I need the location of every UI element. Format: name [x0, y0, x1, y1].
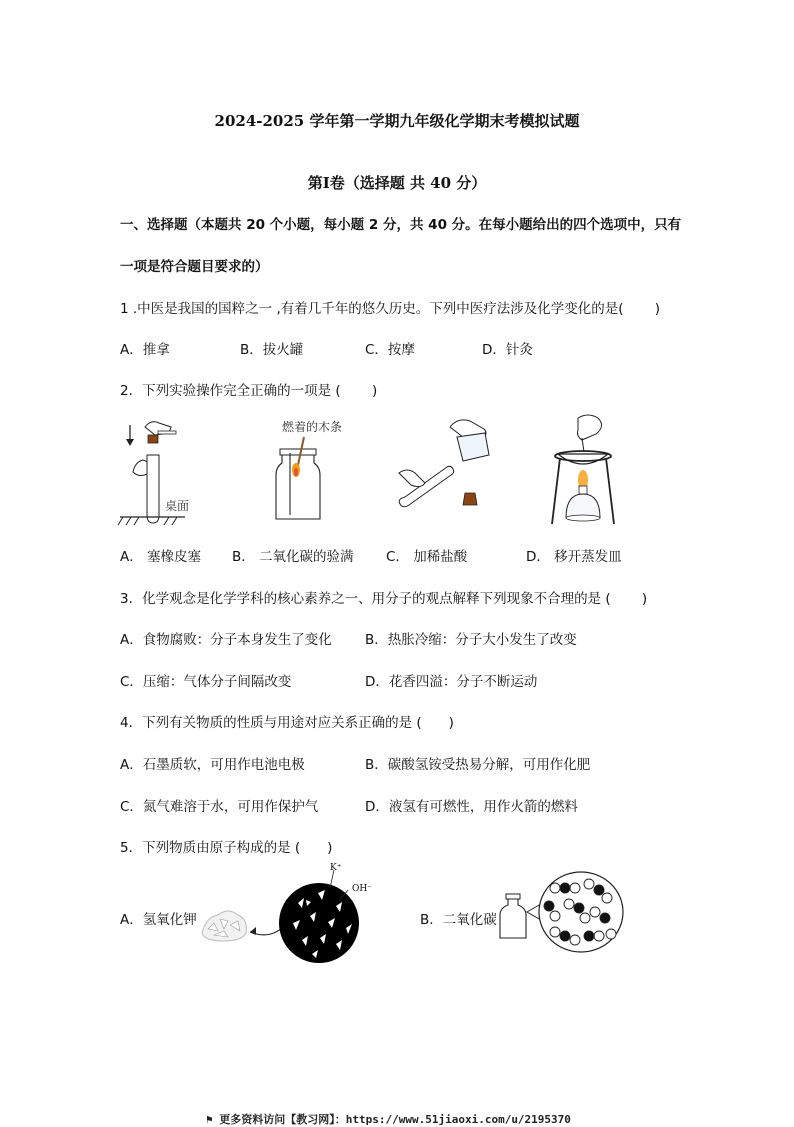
q3-option-c: C．压缩：气体分子间隔改变: [120, 674, 292, 690]
ionic-structure-diagram: [278, 858, 368, 968]
q2-stem: 2．下列实验操作完全正确的一项是 ( ): [120, 383, 378, 399]
q1-option-a: A．推拿: [120, 342, 170, 358]
q2-option-a: A． 塞橡皮塞: [120, 549, 202, 565]
q2-desk-label: 桌面: [165, 499, 190, 513]
q3-stem: 3．化学观念是化学学科的核心素养之一、用分子的观点解释下列现象不合理的是 ( ): [120, 591, 648, 607]
footer-link[interactable]: [206, 1111, 571, 1127]
q3-option-b: B．热胀冷缩：分子大小发生了改变: [365, 632, 577, 648]
co2-molecule-diagram: [525, 866, 625, 956]
q5-option-b: B．二氧化碳: [420, 912, 497, 928]
flag-icon: ⚑: [206, 1113, 220, 1126]
q4-option-b: B．碳酸氢铵受热易分解，可用作化肥: [365, 757, 591, 773]
q1-option-c: C．按摩: [365, 342, 415, 358]
q2-figure-d-evaporating-dish: [548, 412, 618, 530]
q1-stem: 1 .中医是我国的国粹之一 ,有着几千年的悠久历史。下列中医疗法涉及化学变化的是( ): [120, 301, 661, 317]
q2-figure-b-co2-test: [268, 435, 328, 525]
q3-option-a: A．食物腐败：分子本身发生了变化: [120, 632, 332, 648]
q2-option-d: D． 移开蒸发皿: [526, 549, 622, 565]
footer-text: 更多资料访问【教习网】：https://www.51jiaoxi.com/u/2195370: [219, 1113, 571, 1126]
q4-option-a: A．石墨质软，可用作电池电极: [120, 757, 305, 773]
oh-ion-label: OH⁻: [352, 884, 372, 894]
gas-bottle-icon: [498, 892, 528, 940]
q4-stem: 4．下列有关物质的性质与用途对应关系正确的是 ( ): [120, 715, 454, 731]
q1-option-b: B．拔火罐: [240, 342, 304, 358]
q2-figure-c-add-acid: [395, 415, 505, 520]
q4-option-c: C．氮气难溶于水，可用作保护气: [120, 799, 319, 815]
volume-heading: 第Ⅰ卷（选择题 共 40 分）: [307, 174, 487, 192]
exam-title: 2024-2025 学年第一学期九年级化学期末考模拟试题: [214, 112, 580, 130]
section-instructions-line1: 一、选择题（本题共 20 个小题，每小题 2 分，共 40 分。在每小题给出的四个选项中，只有: [120, 217, 682, 233]
q1-option-d: D．针灸: [482, 342, 533, 358]
q2-option-b: B． 二氧化碳的验满: [232, 549, 354, 565]
q2-burning-stick-label: 燃着的木条: [282, 420, 343, 434]
potassium-hydroxide-crystals-image: [200, 905, 248, 943]
q2-option-c: C． 加稀盐酸: [386, 549, 468, 565]
q5-option-a: A．氢氧化钾: [120, 912, 197, 928]
q5-stem: 5．下列物质由原子构成的是 ( ): [120, 840, 333, 856]
q4-option-d: D．液氢有可燃性，用作火箭的燃料: [365, 799, 578, 815]
q3-option-d: D．花香四溢：分子不断运动: [365, 674, 538, 690]
k-ion-label: K⁺: [330, 863, 342, 873]
section-instructions-line2: 一项是符合题目要求的）: [120, 259, 269, 275]
